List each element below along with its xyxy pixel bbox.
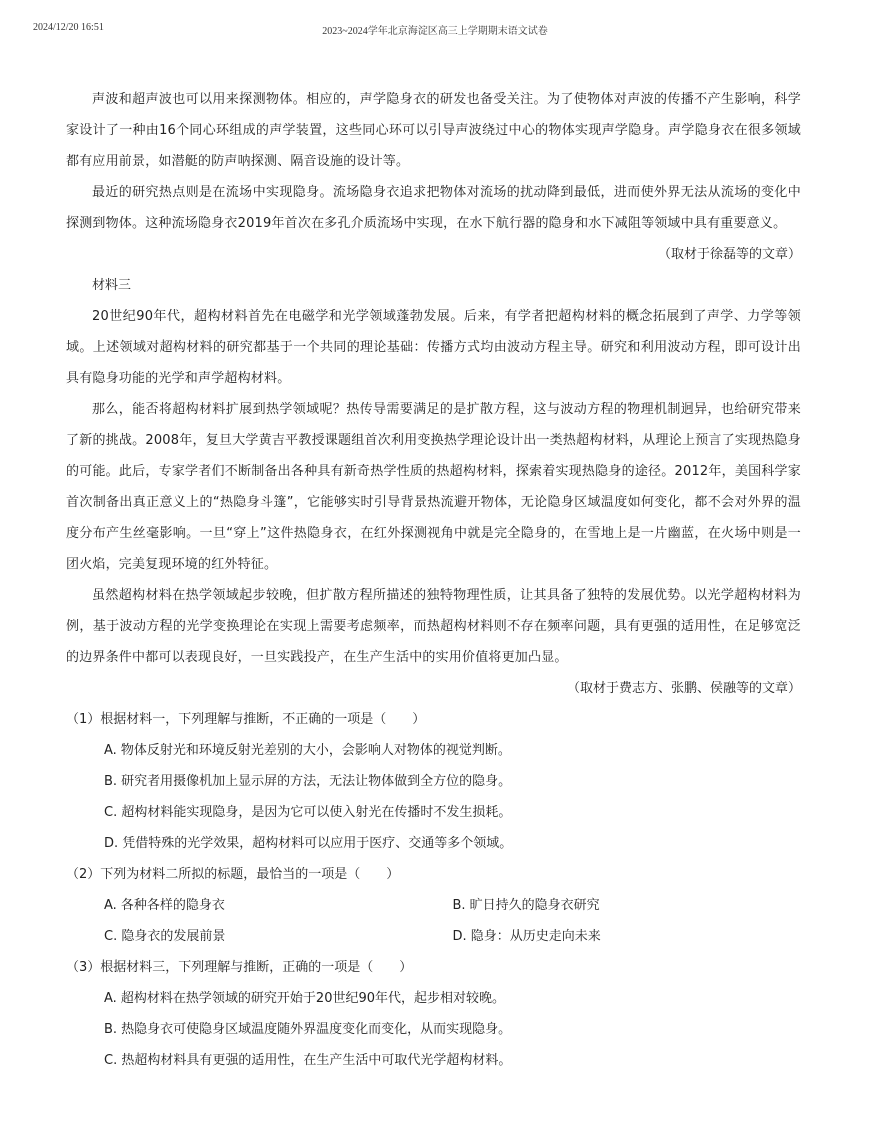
- question-stem: （1）根据材料一，下列理解与推断，不正确的一项是（ ）: [66, 712, 426, 727]
- answer-option-row: [66, 890, 801, 921]
- page-content: [66, 84, 801, 1076]
- answer-option: C. 隐身衣的发展前景: [104, 929, 226, 944]
- question-stem: （3）根据材料三，下列理解与推断，正确的一项是（ ）: [66, 960, 413, 975]
- paragraph: 那么，能否将超构材料扩展到热学领域呢？热传导需要满足的是扩散方程，这与波动方程的物理机制迥异，也给研究带来了新的挑战。2008年，复旦大学黄吉平教授课题组首次利用变换热学理论设计出一类热超构材料，从理论上预言了实现热隐身的可能。此后，专家学者们不断制备出各种具有新奇热学性质的热超构材料，探索着实现热隐身的途径。2012年，美国科学家首次制备出真正意义上的“热隐身斗篷”，它能够实时引导背景热流避开物体，无论隐身区域温度如何变化，都不会对外界的温度分布产生丝毫影响。一旦“穿上”这件热隐身衣，在红外探测视角中就是完全隐身的，在雪地上是一片幽蓝，在火场中则是一团火焰，完美复现环境的红外特征。: [66, 402, 801, 572]
- source-citation: （取材于徐磊等的文章）: [657, 247, 801, 262]
- answer-option: A. 物体反射光和环境反射光差别的大小，会影响人对物体的视觉判断。: [104, 743, 511, 758]
- paragraph: 最近的研究热点则是在流场中实现隐身。流场隐身衣追求把物体对流场的扰动降到最低，进而使外界无法从流场的变化中探测到物体。这种流场隐身衣2019年首次在多孔介质流场中实现，在水下航行器的隐身和水下减阻等领域中具有重要意义。: [66, 185, 801, 231]
- answer-option: B. 研究者用摄像机加上显示屏的方法，无法让物体做到全方位的隐身。: [104, 774, 512, 789]
- paragraph: 20世纪90年代，超构材料首先在电磁学和光学领域蓬勃发展。后来，有学者把超构材料的概念拓展到了声学、力学等领域。上述领域对超构材料的研究都基于一个共同的理论基础：传播方式均由波动方程主导。研究和利用波动方程，即可设计出具有隐身功能的光学和声学超构材料。: [66, 309, 801, 386]
- answer-option: A. 各种各样的隐身衣: [104, 898, 225, 913]
- answer-option: C. 热超构材料具有更强的适用性，在生产生活中可取代光学超构材料。: [104, 1053, 512, 1068]
- answer-option: C. 超构材料能实现隐身，是因为它可以使入射光在传播时不发生损耗。: [104, 805, 512, 820]
- answer-option: A. 超构材料在热学领域的研究开始于20世纪90年代，起步相对较晚。: [104, 991, 506, 1006]
- paragraph: 虽然超构材料在热学领域起步较晚，但扩散方程所描述的独特物理性质，让其具备了独特的发展优势。以光学超构材料为例，基于波动方程的光学变换理论在实现上需要考虑频率，而热超构材料则不存在频率问题，具有更强的适用性，在足够宽泛的边界条件中都可以表现良好，一旦实践投产，在生产生活中的实用价值将更加凸显。: [66, 588, 801, 665]
- print-datetime: 2024/12/20 16:51: [33, 22, 104, 33]
- answer-option: D. 凭借特殊的光学效果，超构材料可以应用于医疗、交通等多个领域。: [104, 836, 513, 851]
- answer-option: D. 隐身：从历史走向未来: [452, 929, 601, 944]
- page-header: [0, 22, 870, 38]
- question-stem: （2）下列为材料二所拟的标题，最恰当的一项是（ ）: [66, 867, 400, 882]
- section-heading: 材料三: [92, 278, 132, 293]
- document-title: 2023~2024学年北京海淀区高三上学期期末语文试卷: [322, 26, 548, 37]
- answer-option: B. 旷日持久的隐身衣研究: [452, 898, 600, 913]
- answer-option-row: [66, 921, 801, 952]
- source-citation: （取材于费志方、张鹏、侯融等的文章）: [566, 681, 801, 696]
- answer-option: B. 热隐身衣可使隐身区域温度随外界温度变化而变化，从而实现隐身。: [104, 1022, 512, 1037]
- paragraph: 声波和超声波也可以用来探测物体。相应的，声学隐身衣的研发也备受关注。为了使物体对声波的传播不产生影响，科学家设计了一种由16个同心环组成的声学装置，这些同心环可以引导声波绕过中心的物体实现声学隐身。声学隐身衣在很多领域都有应用前景，如潜艇的防声呐探测、隔音设施的设计等。: [66, 92, 801, 169]
